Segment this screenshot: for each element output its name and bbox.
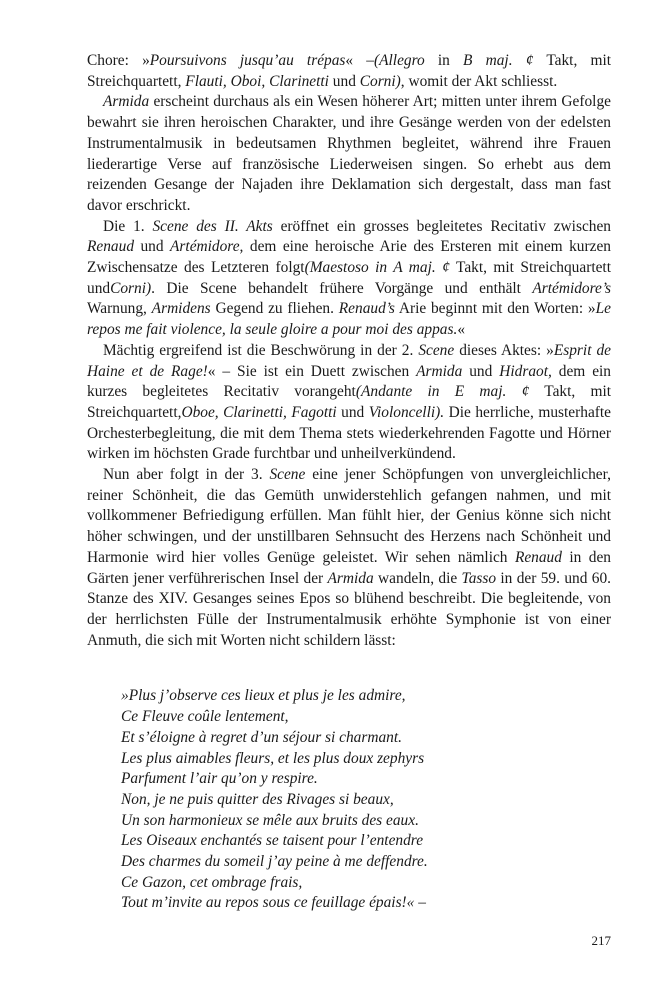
verse-line: Un son harmonieux se mêle aux bruits des eaux. bbox=[121, 811, 419, 829]
text-run: und bbox=[328, 72, 360, 90]
italic-run: Oboe, Clarinetti, Fagotti bbox=[181, 403, 337, 421]
italic-run: Corni) bbox=[110, 279, 152, 297]
text-run: in der 59. und 60. Stanze des XIV. Gesanges seines Epos so blühend beschreibt. Die begleitende, von der herrlichsten Fülle der Instrumentalmusik erhöhte Symphonie ist von einer Anmuth, die sich mit Worten nicht schildern lässt: bbox=[87, 569, 611, 649]
text-run: Takt, mit Streichquartett, bbox=[87, 383, 612, 421]
verse-line: Des charmes du someil j’ay peine à me deffendre. bbox=[121, 853, 428, 871]
italic-run: Armidens bbox=[151, 300, 211, 318]
italic-run: (Andante in E maj. ¢ bbox=[355, 383, 530, 401]
italic-run: (Allegro bbox=[374, 52, 425, 69]
text-run: in bbox=[424, 52, 464, 69]
paragraph-scene-3 bbox=[87, 465, 611, 651]
italic-run: Hidraot, bbox=[499, 362, 552, 380]
text-run: wandeln, die bbox=[373, 569, 462, 587]
text-run: Mächtig ergreifend ist die Beschwörung in der 2. bbox=[103, 341, 419, 359]
italic-run: Armida bbox=[103, 93, 150, 111]
verse-line: Non, je ne puis quitter des Rivages si beaux, bbox=[121, 790, 394, 808]
text-run: « – bbox=[345, 52, 374, 69]
italic-run: Flauti, Oboi, Clarinetti bbox=[185, 72, 329, 90]
verse-line: Les Oiseaux enchantés se taisent pour l’entendre bbox=[121, 832, 424, 850]
text-run: und bbox=[462, 362, 500, 380]
verse-line: Les plus aimables fleurs, et les plus doux zephyrs bbox=[121, 749, 425, 767]
italic-run: Renaud’s bbox=[338, 300, 395, 318]
italic-run: Armida bbox=[416, 362, 463, 380]
verse-line: »Plus j’observe ces lieux et plus je les admire, bbox=[121, 687, 406, 705]
italic-run: B maj. ¢ bbox=[463, 52, 534, 69]
text-run: Chore: » bbox=[87, 52, 150, 69]
verse-line: Et s’éloigne à regret d’un séjour si charmant. bbox=[121, 728, 402, 746]
text-run: erscheint durchaus als ein Wesen höherer Art; mitten unter ihrem Gefolge bewahrt sie ihren heroischen Charakter, und ihre Gesänge werden von der edelsten Instrumentalmusik in bedeutsamen Rhythmen begleitet, während ihre Frauen liederartige Verse auf französische Liederweisen singen. So erhebt aus dem reizenden Gesange der Najaden ihre Deklamation sich dergestalt, dass man fast davor erschrickt. bbox=[87, 93, 611, 214]
text-run: Nun aber folgt in der 3. bbox=[103, 466, 270, 484]
text-run: dem eine heroische Arie des Ersteren mit einem kurzen Zwischensatze des Letzteren folgt bbox=[87, 238, 611, 277]
italic-run: Artémidore’s bbox=[532, 279, 611, 297]
text-run: und bbox=[336, 403, 369, 421]
text-run: Die herrliche, musterhafte Orchesterbegleitung, die mit dem Thema stets wiederkehrenden Fagotte und Hörner wirken im höchsten Grade furchtbar und unheilverkündend. bbox=[87, 403, 612, 463]
verse-line: Ce Gazon, cet ombrage frais, bbox=[121, 873, 303, 891]
text-run: Die 1. bbox=[103, 217, 153, 235]
paragraph-armida bbox=[87, 92, 611, 216]
paragraph-scene-1 bbox=[87, 217, 611, 341]
text-run: « bbox=[457, 321, 466, 339]
text-run: dieses Aktes: » bbox=[454, 341, 554, 359]
text-run: Gegend zu fliehen. bbox=[210, 300, 339, 318]
italic-run: Esprit de Haine et de Rage! bbox=[87, 341, 611, 380]
page-number: 217 bbox=[591, 933, 611, 948]
text-run: . Die Scene behandelt frühere Vorgänge und enthält bbox=[151, 279, 533, 297]
text-run: Takt, mit Streichquartett, bbox=[87, 52, 612, 90]
italic-run: Scene bbox=[269, 466, 306, 484]
italic-run: Tasso bbox=[461, 569, 497, 587]
paragraph-scene-2 bbox=[87, 341, 611, 465]
verse-line: Ce Fleuve coûle lentement, bbox=[121, 708, 289, 726]
prose bbox=[87, 51, 611, 651]
italic-run: Renaud bbox=[514, 548, 562, 566]
italic-run: Artémidore, bbox=[170, 238, 244, 256]
verse-line: Tout m’invite au repos sous ce feuillage épais!« – bbox=[121, 894, 426, 912]
paragraph-chorus bbox=[87, 51, 611, 92]
italic-run: Scene des II. Akts bbox=[152, 217, 273, 235]
text-run: « – Sie ist ein Duett zwischen bbox=[207, 362, 417, 380]
text-run: dem ein kurzes begleitetes Recitativ vorangeht bbox=[87, 362, 611, 401]
page-body bbox=[87, 51, 611, 914]
italic-run: Renaud bbox=[87, 238, 135, 256]
verse-quotation bbox=[121, 686, 611, 914]
text-run: Takt, mit Streichquartett und bbox=[87, 259, 611, 297]
text-run: in den Gärten jener verführerischen Insel der bbox=[87, 548, 612, 587]
italic-run: Violoncelli). bbox=[368, 403, 445, 421]
text-run: , womit der Akt schliesst. bbox=[400, 72, 558, 90]
italic-run: Armida bbox=[327, 569, 374, 587]
italic-run: Poursuivons jusqu’au trépas bbox=[149, 52, 346, 69]
text-run: Arie beginnt mit den Worten: » bbox=[394, 300, 596, 318]
text-run: und bbox=[134, 238, 171, 256]
text-run: eine jener Schöpfungen von unvergleichlicher, reiner Schönheit, die das Gemüth unwiderstehlich gefangen nahmen, und mit vollkommener Befriedigung erfüllen. Man fühlt hier, der Genius könne sich nicht höher schwingen, und der unstillbaren Sehnsucht des Herzens nach Schönheit und Harmonie wird hier volles Genüge geleistet. Wir sehen nämlich bbox=[87, 466, 611, 566]
text-run: eröffnet ein grosses begleitetes Recitativ zwischen bbox=[272, 217, 611, 235]
italic-run: Scene bbox=[418, 341, 455, 359]
italic-run: (Maestoso in A maj. ¢ bbox=[304, 259, 450, 277]
text-run: Warnung, bbox=[87, 300, 152, 318]
verse-line: Parfument l’air qu’on y respire. bbox=[121, 770, 318, 788]
italic-run: Corni) bbox=[359, 72, 401, 90]
italic-run: Le repos me fait violence, la seule gloire a pour moi des appas. bbox=[87, 300, 612, 339]
